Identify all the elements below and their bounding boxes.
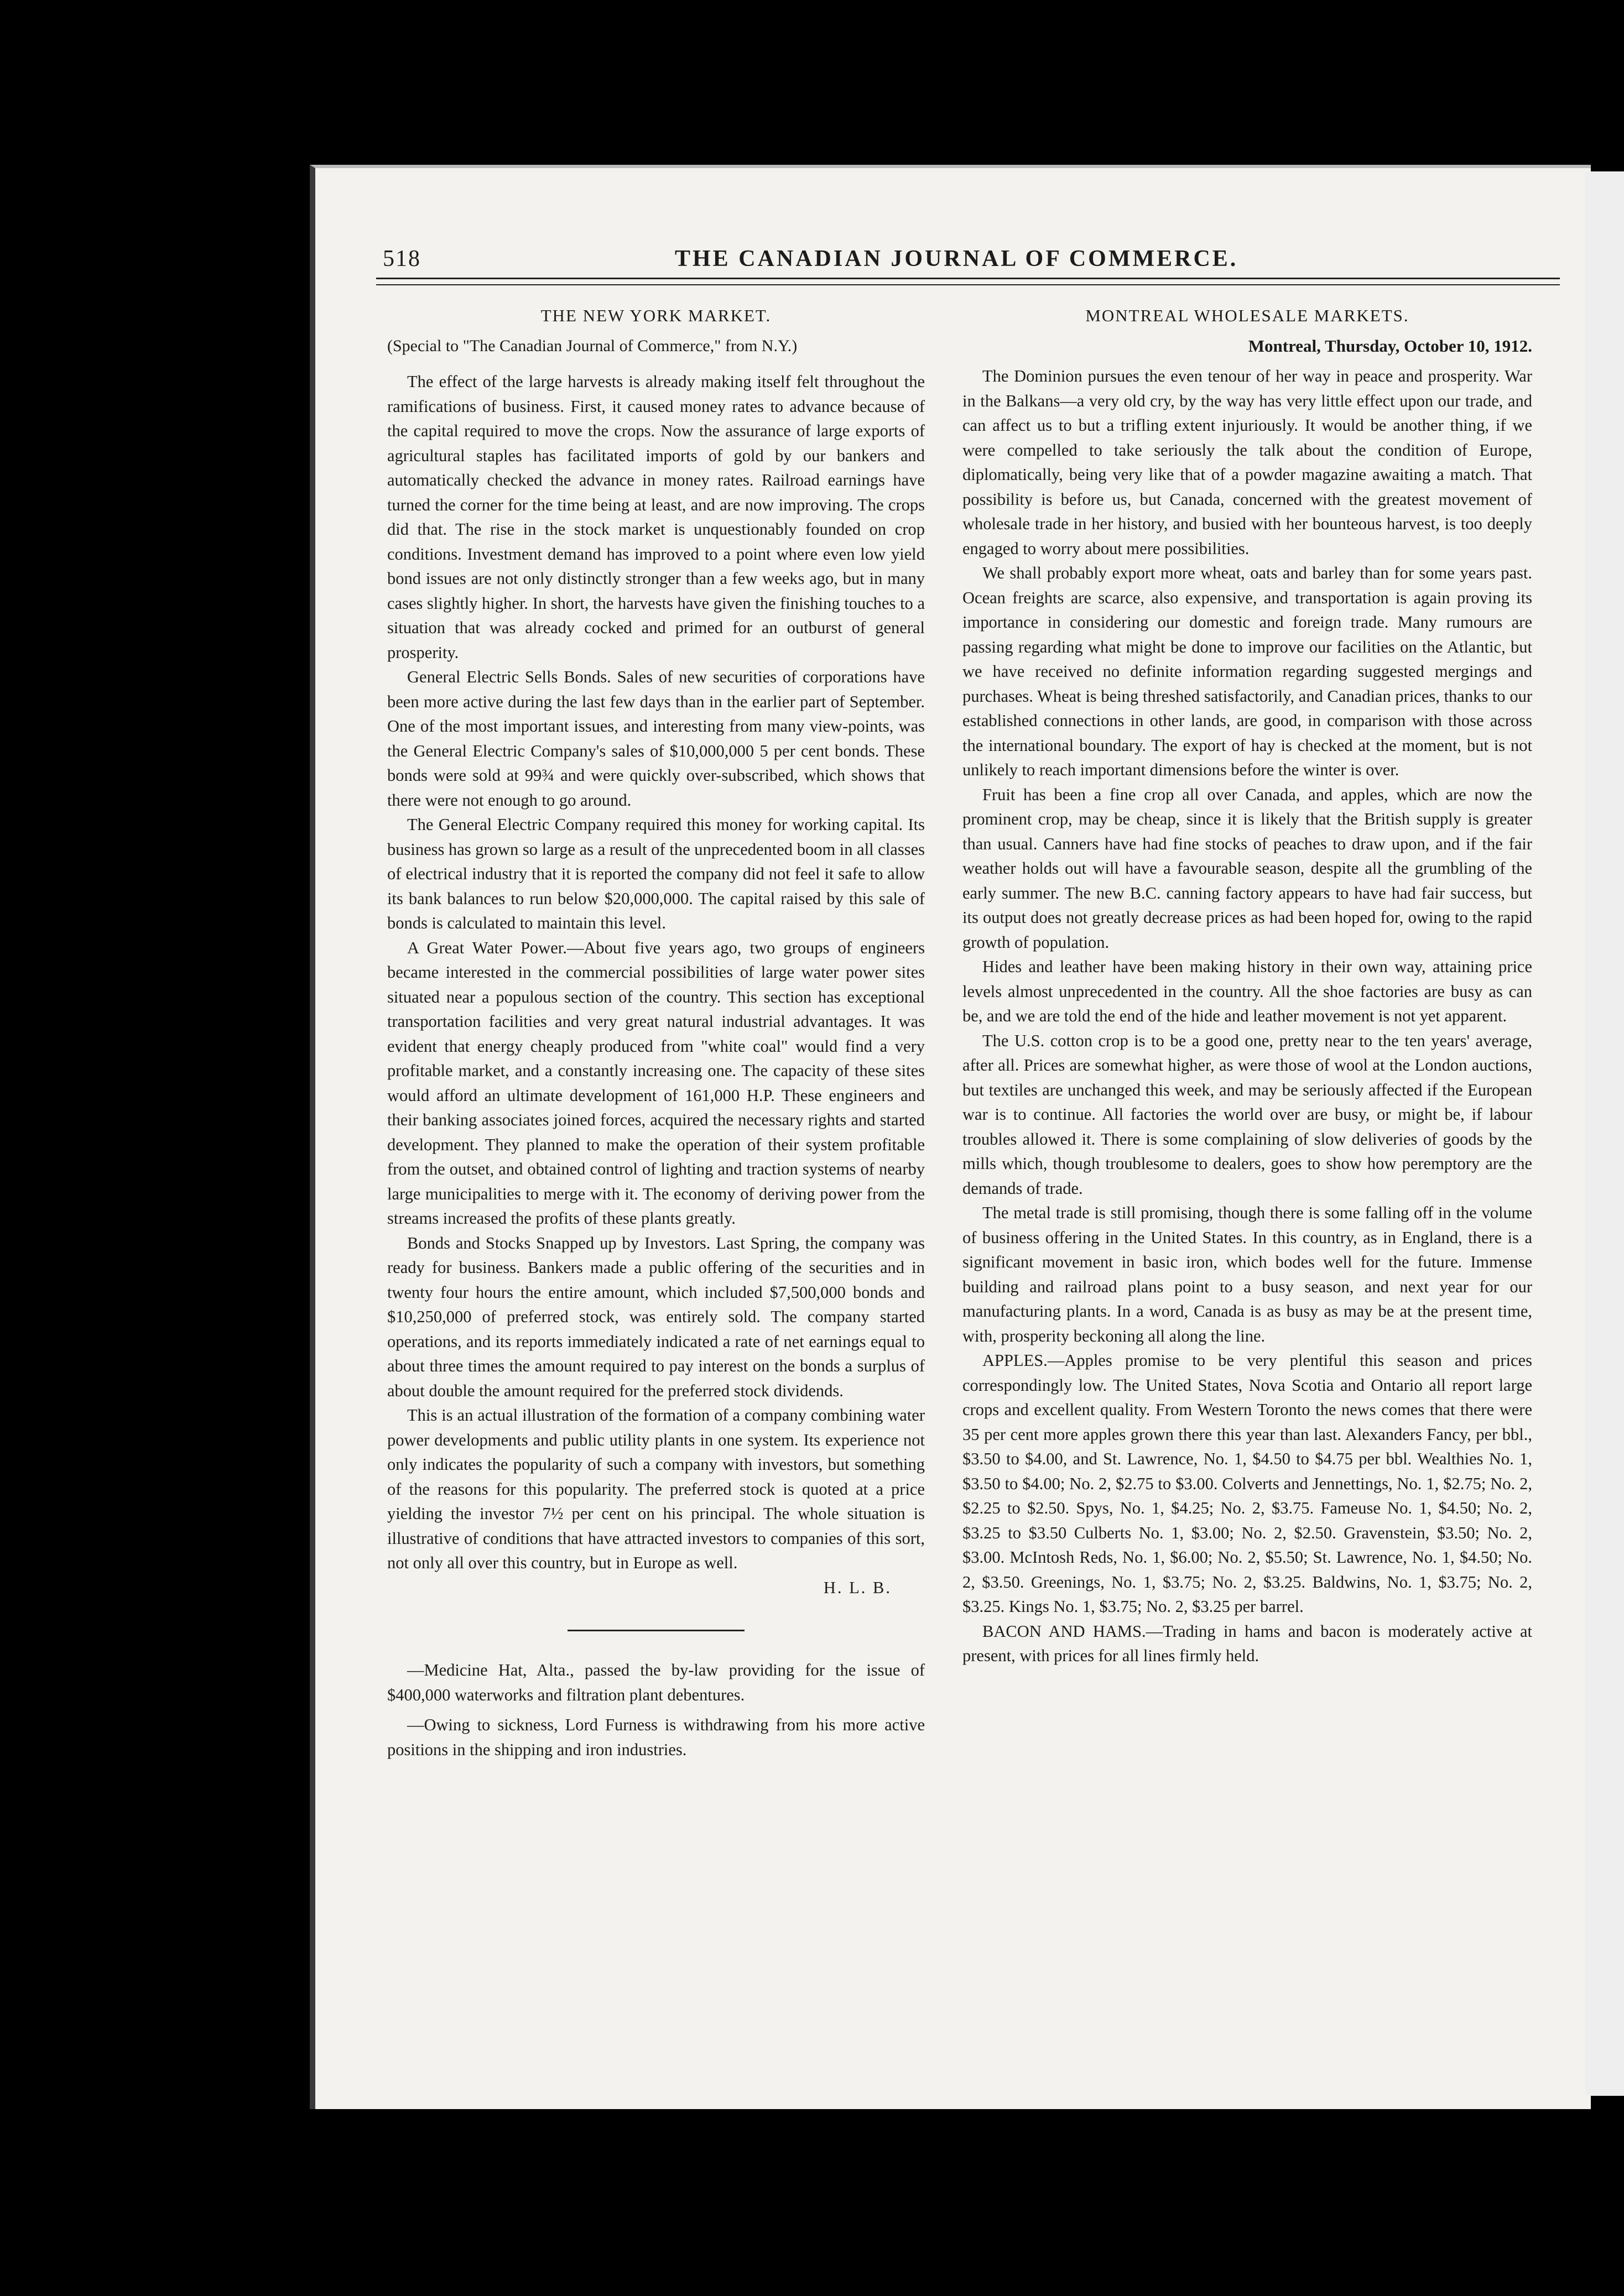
- article-paragraph: Fruit has been a fine crop all over Canada, and apples, which are now the prominent crop, may be cheap, since it is likely that the British supply is greater than usual. Canners have had fine stocks of peaches to draw upon, and if the fair weather holds out will have a favourable season, despite all the grumbling of the early summer. The new B.C. canning factory appears to have had fair success, but its output does not greatly decrease prices as had been hoped for, owing to the rapid growth of population.: [962, 785, 1532, 952]
- newspaper-page: [310, 165, 1591, 2109]
- section-divider: [568, 1630, 745, 1631]
- article-paragraph: The effect of the large harvests is already making itself felt throughout the ramifications of business. First, it caused money rates to advance because of the capital required to move the crops. Now the assurance of large exports of agricultural staples has facilitated imports of gold by our bankers and automatically checked the advance in money rates. Railroad earnings have turned the corner for the time being at least, and are now improving. The crops did that. The rise in the stock market is unquestionably founded on crop conditions. Investment demand has improved to a point where even low yield bond issues are not only distinctly stronger than a few weeks ago, but in many cases slightly higher. In short, the harvests have given the finishing touches to a situation that was already cocked and primed for an outburst of general prosperity.: [387, 372, 925, 662]
- news-note: —Medicine Hat, Alta., passed the by-law providing for the issue of $400,000 waterworks and filtration plant debentures.: [387, 1661, 925, 1704]
- left-column: [387, 304, 925, 1767]
- article-paragraph: The metal trade is still promising, though there is some falling off in the volume of business offering in the United States. In this country, as in England, there is a significant movement in basic iron, which bodes well for the future. Immense building and railroad plans point to a busy season, and next year for our manufacturing plants. In a word, Canada is as busy as may be at the present time, with, prosperity beckoning all along the line.: [962, 1203, 1532, 1345]
- new-york-market-title: THE NEW YORK MARKET.: [540, 306, 772, 325]
- special-correspondent-line: (Special to "The Canadian Journal of Commerce," from N.Y.): [387, 336, 798, 355]
- article-paragraph: The Dominion pursues the even tenour of her way in peace and prosperity. War in the Balkans—a very old cry, by the way has very little effect upon our trade, and can affect us to but a trifling extent injuriously. It would be another thing, if we were compelled to take seriously the talk about the condition of Europe, diplomatically, being very like that of a powder magazine awaiting a match. That possibility is before us, but Canada, concerned with the greatest movement of wholesale trade in her history, and busied with her bounteous harvest, is too deeply engaged to worry about mere possibilities.: [962, 367, 1532, 558]
- article-paragraph: APPLES.—Apples promise to be very plentiful this season and prices correspondingly low. The United States, Nova Scotia and Ontario all report large crops and excellent quality. From Western Toronto the news comes that there were 35 per cent more apples grown there this year than last. Alexanders Fancy, per bbl., $3.50 to $4.00, and St. Lawrence, No. 1, $4.50 to $4.75 per bbl. Wealthies No. 1, $3.50 to $4.00; No. 2, $2.75 to $3.00. Colverts and Jennettings, No. 1, $2.75; No. 2, $2.25 to $2.50. Spys, No. 1, $4.25; No. 2, $3.75. Fameuse No. 1, $4.50; No. 2, $3.25 to $3.50 Culberts No. 1, $3.00; No. 2, $2.50. Gravenstein, $3.50; No. 2, $3.00. McIntosh Reds, No. 1, $6.00; No. 2, $5.50; St. Lawrence, No. 1, $4.50; No. 2, $3.50. Greenings, No. 1, $3.75; No. 2, $3.25. Baldwins, No. 1, $3.75; No. 2, $3.25. Kings No. 1, $3.75; No. 2, $3.25 per barrel.: [962, 1351, 1532, 1616]
- header-rule-top: [376, 278, 1560, 279]
- article-paragraph: We shall probably export more wheat, oats and barley than for some years past. Ocean freights are scarce, also expensive, and transportation is again proving its importance in considering our domestic and foreign trade. Many rumours are passing regarding what might be done to improve our facilities on the Atlantic, but we have received no definite information regarding suggested mergings and purchases. Wheat is being threshed satisfactorily, and Canadian prices, thanks to our established connections in other lands, are good, in comparison with those across the international boundary. The export of hay is checked at the moment, but is not unlikely to reach important dimensions before the winter is over.: [962, 563, 1532, 779]
- article-paragraph: General Electric Sells Bonds. Sales of new securities of corporations have been more active during the last few days than in the earlier part of September. One of the most important issues, and interesting from many view-points, was the General Electric Company's sales of $10,000,000 5 per cent bonds. These bonds were sold at 99¾ and were quickly over-subscribed, which shows that there were not enough to go around.: [387, 667, 925, 810]
- header-rule-bottom: [376, 284, 1560, 285]
- adjacent-page-edge: [1585, 171, 1624, 2096]
- author-signature: H. L. B.: [823, 1578, 892, 1597]
- right-column: [962, 304, 1532, 1668]
- montreal-markets-title: MONTREAL WHOLESALE MARKETS.: [1085, 306, 1409, 325]
- article-paragraph: Bonds and Stocks Snapped up by Investors. Last Spring, the company was ready for business. Bankers made a public offering of the securities and in twenty four hours the entire amount, which included $7,500,000 bonds and $10,250,000 of preferred stock, was entirely sold. The company started operations, and its reports immediately indicated a rate of net earnings equal to about three times the amount required to pay interest on the bonds a surplus of about double the amount required for the preferred stock dividends.: [387, 1233, 925, 1400]
- news-note: —Owing to sickness, Lord Furness is withdrawing from his more active positions in the shipping and iron industries.: [387, 1715, 925, 1759]
- article-paragraph: The U.S. cotton crop is to be a good one, pretty near to the ten years' average, after all. Prices are somewhat higher, as were those of wool at the London auctions, but textiles are unchanged this week, and may be seriously affected if the European war is to continue. All factories the world over are busy, or might be, if labour troubles allowed it. There is some complaining of slow deliveries of goods by the mills which, though troublesome to dealers, goes to show how peremptory are the demands of trade.: [962, 1031, 1532, 1198]
- article-paragraph: A Great Water Power.—About five years ago, two groups of engineers became interested in the commercial possibilities of large water power sites situated near a populous section of the country. This section has exceptional transportation facilities and very great natural industrial advantages. It was evident that energy cheaply produced from "white coal" would find a very profitable market, and a constantly increasing one. The capacity of these sites would afford an ultimate development of 161,000 H.P. These engineers and their banking associates joined forces, acquired the necessary rights and started development. They planned to make the operation of their system profitable from the outset, and obtained control of lighting and traction systems of nearby large municipalities to merge with it. The economy of deriving power from the streams increased the profits of these plants greatly.: [387, 938, 925, 1228]
- article-paragraph: The General Electric Company required this money for working capital. Its business has grown so large as a result of the unprecedented boom in all classes of electrical industry that it is reported the company did not feel it safe to allow its bank balances to run below $20,000,000. The capital raised by this sale of bonds is calculated to maintain this level.: [387, 815, 925, 932]
- article-paragraph: BACON AND HAMS.—Trading in hams and bacon is moderately active at present, with prices for all lines firmly held.: [962, 1621, 1532, 1665]
- page-header: [315, 246, 1591, 279]
- article-paragraph: Hides and leather have been making history in their own way, attaining price levels almost unprecedented in the country. All the shoe factories are busy as can be, and we are told the end of the hide and leather movement is not yet apparent.: [962, 957, 1532, 1025]
- journal-title: THE CANADIAN JOURNAL OF COMMERCE.: [675, 246, 1238, 272]
- dateline: Montreal, Thursday, October 10, 1912.: [1248, 336, 1532, 356]
- page-number: 518: [383, 246, 421, 272]
- article-paragraph: This is an actual illustration of the formation of a company combining water power developments and public utility plants in one system. Its experience not only indicates the popularity of such a company with investors, but something of the reasons for this popularity. The preferred stock is quoted at a price yielding the investor 7½ per cent on his principal. The whole situation is illustrative of conditions that have attracted investors to companies of this sort, not only all over this country, but in Europe as well.: [387, 1406, 925, 1572]
